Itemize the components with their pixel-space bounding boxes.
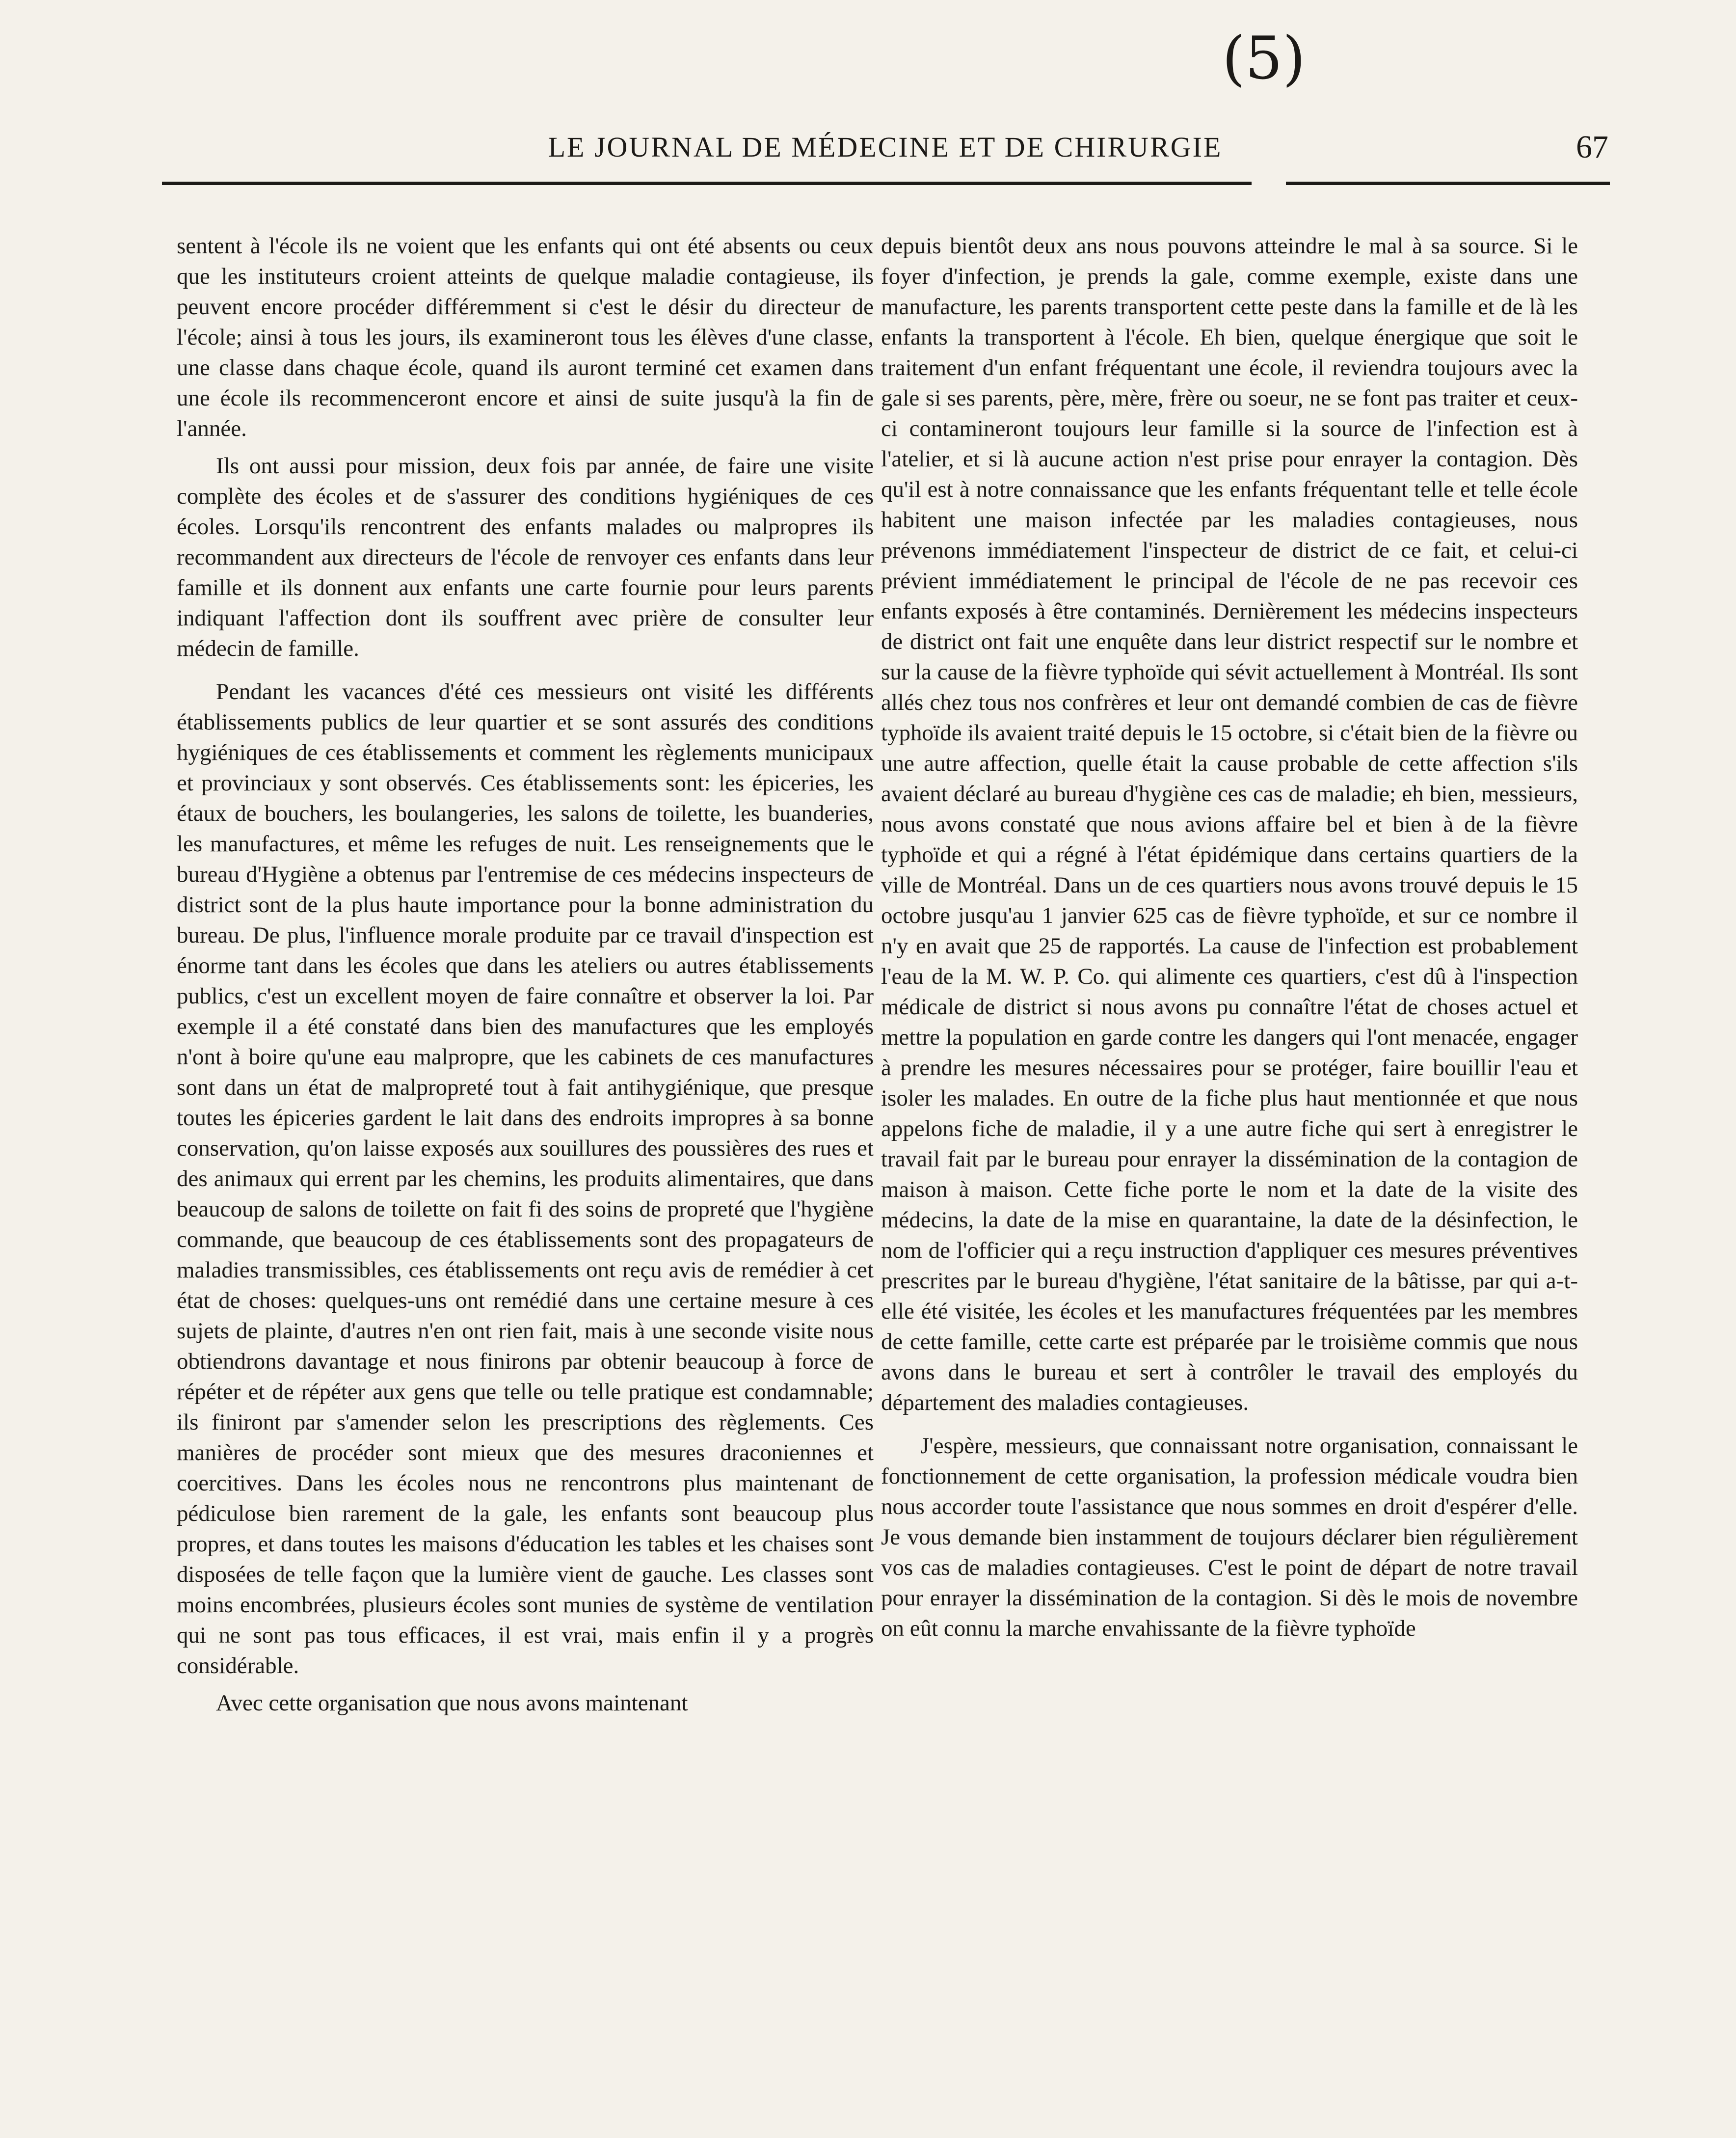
paragraph: Pendant les vacances d'été ces messieurs ont visité les différents établissements publics de leur quartier et se sont assurés des conditions hygiéniques de ces établissements et comment les règlements municipaux et provinciaux y sont observés. Ces établissements sont: les épiceries, les étaux de bouchers, les boulangeries, les salons de toilette, les buanderies, les manufactures, et même les refuges de nuit. Les renseignements que le bureau d'Hygiène a obtenus par l'entremise de ces médecins inspecteurs de district sont de la plus haute importance pour la bonne administration du bureau. De plus, l'influence morale produite par ce travail d'inspection est énorme tant dans les écoles que dans les ateliers ou autres établissements publics, c'est un excellent moyen de faire connaître et observer la loi. Par exemple il a été constaté dans bien des manufactures que les employés n'ont à boire qu'une eau malpropre, que les cabinets de ces manufactures sont dans un état de malpropreté tout à fait antihygiénique, que presque toutes les épiceries gardent le lait dans des endroits impropres à sa bonne conservation, qu'on laisse exposés aux souillures des poussières des rues et des animaux qui errent par les chemins, les produits alimentaires, que dans beaucoup de salons de toilette on fait fi des soins de propreté que l'hygiène commande, que beaucoup de ces établissements sont des propagateurs de maladies transmissibles, ces établissements ont reçu avis de remédier à cet état de choses: quelques-uns ont remédié dans une certaine mesure à ces sujets de plainte, d'autres n'en ont rien fait, mais à une seconde visite nous obtiendrons davantage et nous finirons par obtenir beaucoup à force de répéter et de répéter aux gens que telle ou telle pratique est condamnable; ils finiront par s'amender selon les prescriptions des règlements. Ces manières de procéder sont mieux que des mesures draconiennes et coercitives. Dans les écoles nous ne rencontrons plus maintenant de pédiculose bien rarement de la gale, les enfants sont beaucoup plus propres, et dans toutes les maisons d'éducation les tables et les chaises sont disposées de telle façon que la lumière vient de gauche. Les classes sont moins encombrées, plusieurs écoles sont munies de système de ventilation qui ne sont pas tous efficaces, il est vrai, mais enfin il y a progrès considérable. (177, 679, 874, 1678)
right-column (881, 231, 1578, 1651)
page-number: 67 (1576, 129, 1608, 165)
journal-title: LE JOURNAL DE MÉDECINE ET DE CHIRURGIE (548, 131, 1223, 163)
paragraph: J'espère, messieurs, que connaissant notre organisation, connaissant le fonctionnement de cette organisation, la profession médicale voudra bien nous accorder toute l'assistance que nous sommes en droit d'espérer d'elle. Je vous demande bien instamment de toujours déclarer bien régulièrement vos cas de maladies contagieuses. C'est le point de départ de notre travail pour enrayer la dissémination de la contagion. Si dès le mois de novembre on eût connu la marche envahissante de la fièvre typhoïde (881, 1433, 1578, 1641)
paragraph: depuis bientôt deux ans nous pouvons atteindre le mal à sa source. Si le foyer d'infection, je prends la gale, comme exemple, existe dans une manufacture, les parents transportent cette peste dans la famille et de là les enfants la transportent à l'école. Eh bien, quelque énergique que soit le traitement d'un enfant fréquentant une école, il reviendra toujours avec la gale si ses parents, père, mère, frère ou soeur, ne se font pas traiter et ceux-ci contamineront toujours leur famille si la source de l'infection est à l'atelier, et si là aucune action n'est prise pour enrayer la contagion. Dès qu'il est à notre connaissance que les enfants fréquentant telle et telle école habitent une maison infectée par les maladies contagieuses, nous prévenons immédiatement l'inspecteur de district de ce fait, et celui-ci prévient immédiatement le principal de l'école de ne pas recevoir ces enfants exposés à être contaminés. Dernièrement les médecins inspecteurs de district ont fait une enquête dans leur district respectif sur le nombre et sur la cause de la fièvre typhoïde qui sévit actuellement à Montréal. Ils sont allés chez tous nos confrères et leur ont demandé combien de cas de fièvre typhoïde ils avaient traité depuis le 15 octobre, si c'était bien de la fièvre ou une autre affection, quelle était la cause probable de cette affection s'ils avaient déclaré au bureau d'hygiène ces cas de maladie; eh bien, messieurs, nous avons constaté que nous avions affaire bel et bien à de la fièvre typhoïde et qui a régné à l'état épidémique dans certains quartiers de la ville de Montréal. Dans un de ces quartiers nous avons trouvé depuis le 15 octobre jusqu'au 1 janvier 625 cas de fièvre typhoïde, et sur ce nombre il n'y en avait que 25 de rapportés. La cause de l'infection est probablement l'eau de la M. W. P. Co. qui alimente ces quartiers, c'est dû à l'inspection médicale de district si nous avons pu connaître l'état de choses actuel et mettre la population en garde contre les dangers qui l'ont menacée, engager à prendre les mesures nécessaires pour se protéger, faire bouillir l'eau et isoler les malades. En outre de la fiche plus haut mentionnée et que nous appelons fiche de maladie, il y a une autre fiche qui sert à enregistrer le travail fait par le bureau pour enrayer la dissémination de la contagion de maison à maison. Cette fiche porte le nom et la date de la visite des médecins, la date de la mise en quarantaine, la date de la désinfection, le nom de l'officier qui a reçu instruction d'appliquer ces mesures préventives prescrites par le bureau d'hygiène, l'état sanitaire de la bâtisse, par qui a-t-elle été visitée, les écoles et les manufactures fréquentées par les membres de cette famille, cette carte est préparée par le troisième commis que nous avons dans le bureau et sert à contrôler le travail des employés du département des maladies contagieuses. (881, 233, 1578, 1415)
margin-mark: (5) (1222, 25, 1306, 93)
header-rule-left (162, 182, 1252, 185)
running-head (162, 125, 1608, 169)
left-column (177, 231, 874, 1725)
paragraph: Avec cette organisation que nous avons maintenant (216, 1690, 688, 1716)
paragraph: sentent à l'école ils ne voient que les enfants qui ont été absents ou ceux que les instituteurs croient atteints de quelque maladie contagieuse, ils peuvent encore procéder différemment si c'est le désir du directeur de l'école; ainsi à tous les jours, ils examineront tous les élèves d'une classe, une classe dans chaque école, quand ils auront terminé cet examen dans une école ils recommenceront encore et ainsi de suite jusqu'à la fin de l'année. (177, 233, 874, 441)
paragraph: Ils ont aussi pour mission, deux fois par année, de faire une visite complète des écoles et de s'assurer des conditions hygiéniques de ces écoles. Lorsqu'ils rencontrent des enfants malades ou malpropres ils recommandent aux directeurs de l'école de renvoyer ces enfants dans leur famille et ils donnent aux enfants une carte fournie pour leurs parents indiquant l'affection dont ils souffrent avec prière de consulter leur médecin de famille. (177, 453, 874, 661)
header-rule-right (1286, 182, 1610, 185)
